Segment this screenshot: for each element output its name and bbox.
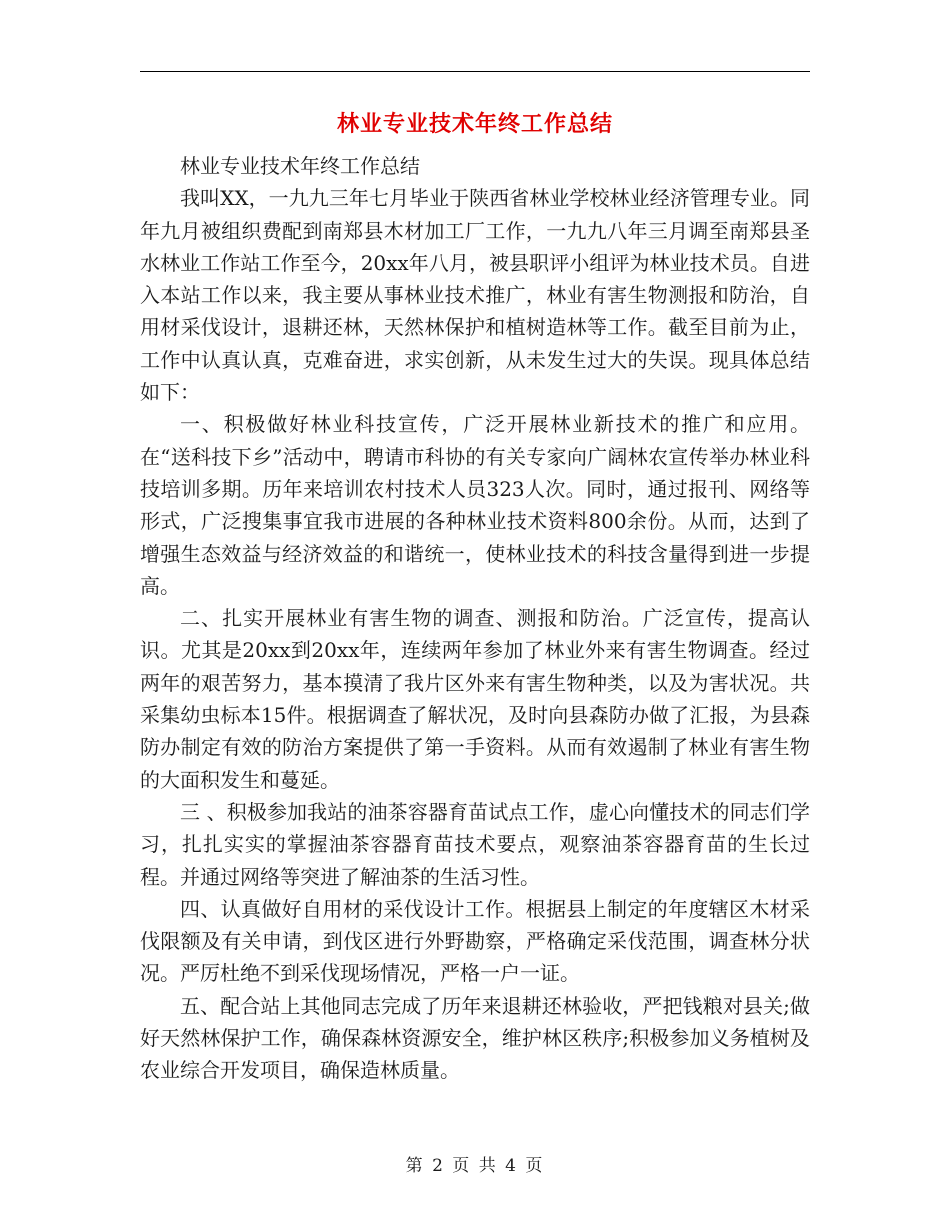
page-number: 第 2 页 共 4 页 <box>405 1156 545 1176</box>
document-body <box>140 150 810 1087</box>
body-paragraph-intro: 我叫XX，一九九三年七月毕业于陕西省林业学校林业经济管理专业。同年九月被组织费配到南郑县木材加工厂工作，一九九八年三月调至南郑县圣水林业工作站工作至今，20xx年八月，被县职评小组评为林业技术员。自进入本站工作以来，我主要从事林业技术推广，林业有害生物测报和防治，自用材采伐设计，退耕还林，天然林保护和植树造林等工作。截至目前为止，工作中认真认真，克难奋进，求实创新，从未发生过大的失误。现具体总结如下： <box>140 186 810 405</box>
body-paragraph-3: 三 、积极参加我站的油茶容器育苗试点工作，虚心向懂技术的同志们学习，扎扎实实的掌握油茶容器育苗技术要点，观察油茶容器育苗的生长过程。并通过网络等突进了解油茶的生活习性。 <box>140 799 810 889</box>
body-paragraph-5: 五、配合站上其他同志完成了历年来退耕还林验收，严把钱粮对县关;做好天然林保护工作，确保森林资源安全，维护林区秩序;积极参加义务植树及农业综合开发项目，确保造林质量。 <box>140 993 810 1083</box>
header-rule <box>140 71 810 72</box>
body-paragraph-4: 四、认真做好自用材的采伐设计工作。根据县上制定的年度辖区木材采伐限额及有关申请，到伐区进行外野勘察，严格确定采伐范围，调查林分状况。严厉杜绝不到采伐现场情况，严格一户一证。 <box>140 896 810 986</box>
body-subtitle: 林业专业技术年终工作总结 <box>180 154 420 178</box>
body-paragraph-2: 二、扎实开展林业有害生物的调查、测报和防治。广泛宣传，提高认识。尤其是20xx到20xx年，连续两年参加了林业外来有害生物调查。经过两年的艰苦努力，基本摸清了我片区外来有害生物种类，以及为害状况。共采集幼虫标本15件。根据调查了解状况，及时向县森防办做了汇报，为县森防办制定有效的防治方案提供了第一手资料。从而有效遏制了林业有害生物的大面积发生和蔓延。 <box>140 606 810 792</box>
body-paragraph-1: 一、积极做好林业科技宣传，广泛开展林业新技术的推广和应用。在“送科技下乡”活动中，聘请市科协的有关专家向广阔林农宣传举办林业科技培训多期。历年来培训农村技术人员323人次。同时，通过报刊、网络等形式，广泛搜集事宜我市进展的各种林业技术资料800余份。从而，达到了增强生态效益与经济效益的和谐统一，使林业技术的科技含量得到进一步提高。 <box>140 412 810 598</box>
document-title: 林业专业技术年终工作总结 <box>336 112 613 137</box>
